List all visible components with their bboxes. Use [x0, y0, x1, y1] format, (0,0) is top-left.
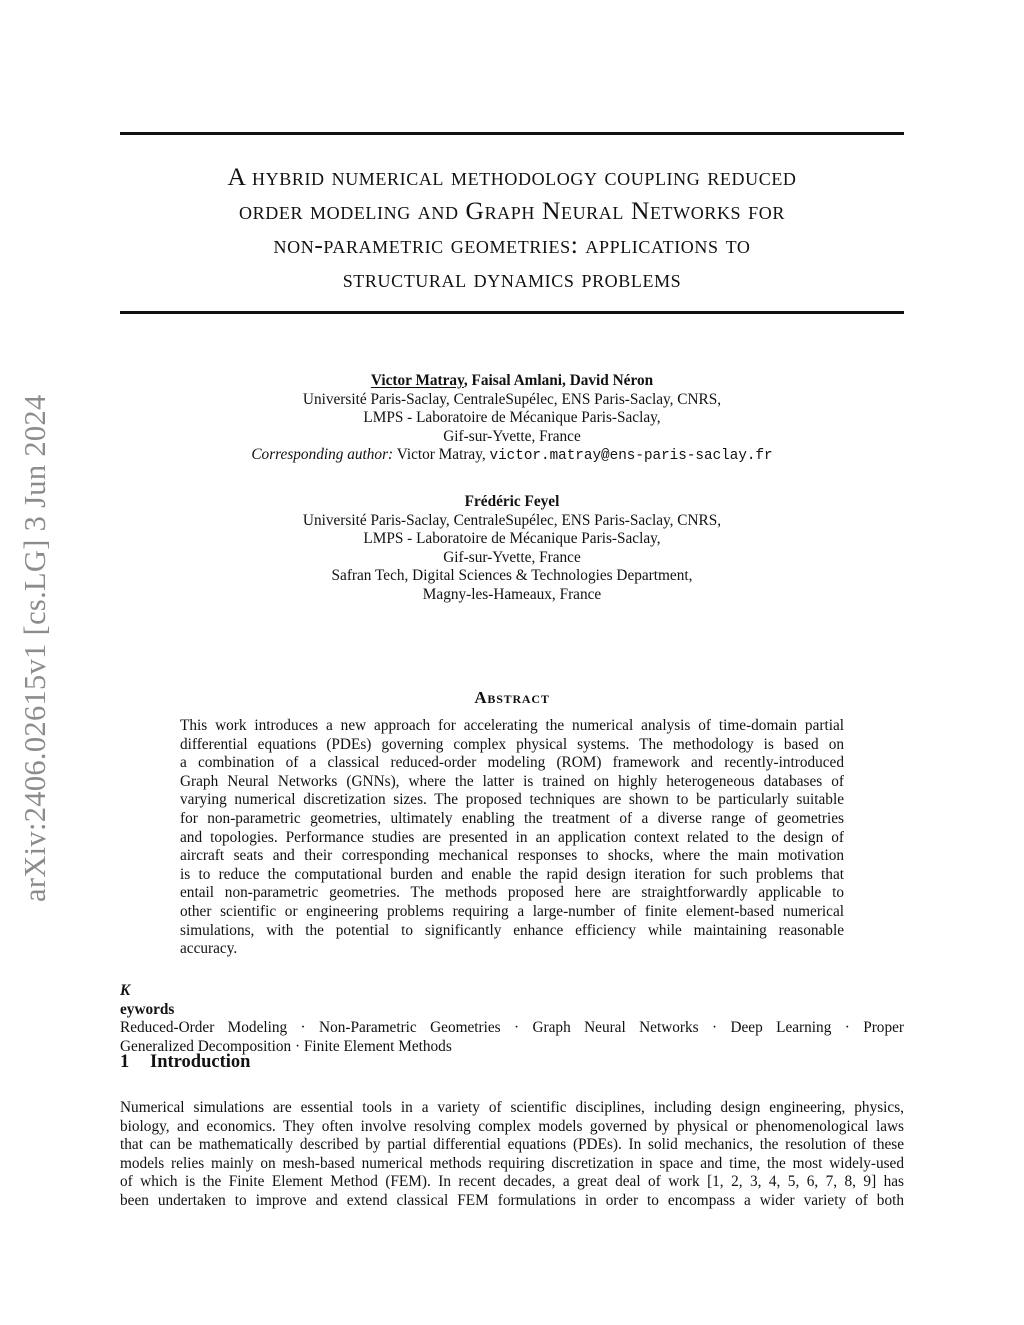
keywords-line: Generalized Decomposition · Finite Element Methods [120, 1037, 452, 1055]
author-block-1 [120, 372, 904, 466]
introduction-body [120, 1099, 904, 1211]
affiliation-line: Gif-sur-Yvette, France [443, 427, 581, 445]
affiliation-line: LMPS - Laboratoire de Mécanique Paris-Saclay, [363, 409, 661, 427]
title-line: A hybrid numerical methodology coupling reduced [227, 162, 797, 191]
title-line: non-parametric geometries: applications to [273, 230, 751, 259]
abstract-line: for non-parametric geometries, ultimately enabling the treatment of a diverse range of geometries [180, 809, 844, 827]
title-top-rule [120, 132, 904, 135]
abstract-line: differential equations (PDEs) governing complex physical systems. The methodology is based on [180, 735, 844, 753]
affiliation-line: LMPS - Laboratoire de Mécanique Paris-Saclay, [363, 530, 661, 548]
corresponding-author-line: Corresponding author: Victor Matray, victor.matray@ens-paris-saclay.fr [251, 446, 773, 465]
section-title: Introduction [150, 1052, 251, 1072]
affiliation-line: Université Paris-Saclay, CentraleSupélec, ENS Paris-Saclay, CNRS, [302, 390, 722, 408]
abstract-line: is to reduce the computational burden and enable the rapid design iteration for such problems that [180, 865, 844, 883]
abstract-line: aircraft seats and their corresponding mechanical responses to shocks, where the main motivation [180, 847, 844, 865]
intro-line: that can be mathematically described by partial differential equations (PDEs). In solid mechanics, the resolution of these [120, 1136, 904, 1154]
affiliation-line: Gif-sur-Yvette, France [443, 548, 581, 566]
title-bottom-rule [120, 311, 904, 314]
abstract-line: simulations, with the potential to significantly enhance efficiency while maintaining reasonable [180, 921, 844, 939]
keywords-label: K eywords [120, 982, 175, 1018]
author-names: Victor Matray, Faisal Amlani, David Néron [370, 372, 654, 389]
title-line: order modeling and Graph Neural Networks for [239, 196, 785, 225]
abstract-line: accuracy. [180, 940, 238, 958]
keywords-line: K eywords Reduced-Order Modeling · Non-Parametric Geometries · Graph Neural Networks · Deep Learning · Proper [120, 982, 904, 1037]
abstract-line: Graph Neural Networks (GNNs), where the latter is trained on highly heterogeneous databases of [180, 772, 844, 790]
section-heading-introduction [120, 1052, 250, 1073]
keywords [120, 982, 904, 1056]
intro-line: of which is the Finite Element Method (FEM). In recent decades, a great deal of work [1, 2, 3, 4, 5, 6, 7, 8, 9] has [120, 1173, 904, 1191]
author-block-2 [120, 493, 904, 605]
abstract-heading: Abstract [474, 688, 550, 707]
author-name-link[interactable]: Victor Matray [370, 372, 464, 389]
title-line: structural dynamics problems [342, 264, 682, 293]
arxiv-identifier-stamp: arXiv:2406.02615v1 [cs.LG] 3 Jun 2024 [18, 394, 52, 902]
affiliation-line: Magny-les-Hameaux, France [422, 585, 602, 603]
intro-line: been undertaken to improve and extend classical FEM formulations in order to encompass a wider variety of both [120, 1191, 904, 1209]
abstract-line: This work introduces a new approach for accelerating the numerical analysis of time-domain partial [180, 717, 844, 734]
corresponding-email[interactable]: victor.matray@ens-paris-saclay.fr [489, 448, 773, 465]
abstract-line: other scientific or engineering problems requiring a large-number of finite element-based numerical [180, 902, 844, 920]
abstract-line: entail non-parametric geometries. The methods proposed here are straightforwardly applicable to [180, 884, 844, 902]
abstract-line: and topologies. Performance studies are presented in an application context related to the design of [180, 828, 844, 846]
paper-title [120, 160, 904, 296]
section-number: 1 [120, 1052, 130, 1072]
intro-line: Numerical simulations are essential tools in a variety of scientific disciplines, including design engineering, physics, [120, 1099, 904, 1116]
affiliation-line: Safran Tech, Digital Sciences & Technologies Department, [331, 567, 693, 585]
corresponding-label: Corresponding author: [251, 446, 394, 464]
abstract-line: a combination of a classical reduced-order modeling (ROM) framework and recently-introduced [180, 754, 844, 772]
author-names: Frédéric Feyel [464, 493, 560, 510]
abstract-line: varying numerical discretization sizes. The proposed techniques are shown to be particularly suitable [180, 791, 844, 809]
intro-line: biology, and economics. They often involve resolving complex models governed by physical or phenomenological laws [120, 1117, 904, 1135]
intro-line: models relies mainly on mesh-based numerical methods requiring discretization in space and time, the most widely-used [120, 1154, 904, 1172]
affiliation-line: Université Paris-Saclay, CentraleSupélec, ENS Paris-Saclay, CNRS, [302, 511, 722, 529]
abstract-body [180, 717, 844, 959]
